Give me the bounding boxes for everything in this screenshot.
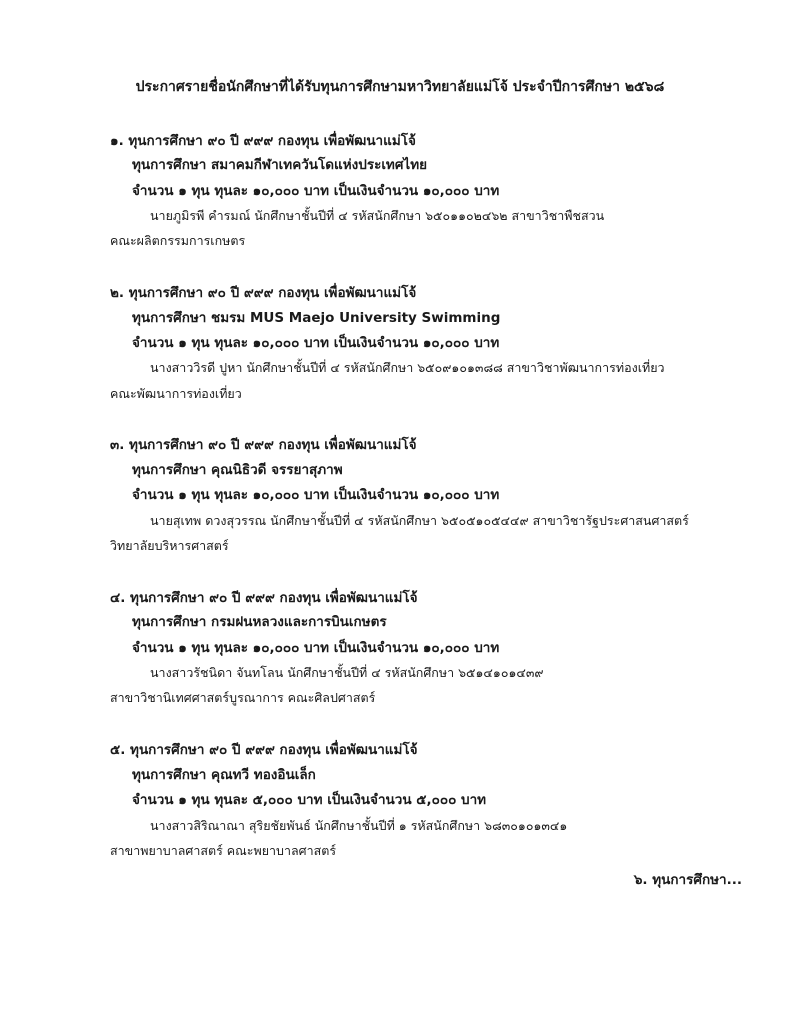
- scholarship-heading: ๑. ทุนการศึกษา ๙๐ ปี ๙๙๙ กองทุน เพื่อพัฒนาแม่โจ้: [110, 133, 416, 149]
- scholarship-fund: ทุนการศึกษา สมาคมกีฬาเทควันโดแห่งประเทศไทย: [132, 157, 428, 173]
- scholarship-faculty: สาขาวิชานิเทศศาสตร์บูรณาการ คณะศิลปศาสตร์: [110, 690, 376, 705]
- scholarship-heading: ๒. ทุนการศึกษา ๙๐ ปี ๙๙๙ กองทุน เพื่อพัฒนาแม่โจ้: [110, 285, 417, 301]
- scholarship-amount: จำนวน ๑ ทุน ทุนละ ๑๐,๐๐๐ บาท เป็นเงินจำนวน ๑๐,๐๐๐ บาท: [132, 183, 500, 199]
- scholarship-fund: ทุนการศึกษา คุณทวี ทองอินเล็ก: [132, 767, 316, 783]
- scholarship-amount: จำนวน ๑ ทุน ทุนละ ๑๐,๐๐๐ บาท เป็นเงินจำนวน ๑๐,๐๐๐ บาท: [132, 487, 500, 503]
- scholarship-fund: ทุนการศึกษา กรมฝนหลวงและการบินเกษตร: [132, 614, 387, 630]
- scholarship-recipient: นายสุเทพ ดวงสุวรรณ นักศึกษาชั้นปีที่ ๔ รหัสนักศึกษา ๖๕๐๕๑๐๕๔๔๙ สาขาวิชารัฐประศาสนศาสตร์: [150, 513, 689, 528]
- continuation-marker: ๖. ทุนการศึกษา...: [633, 872, 742, 888]
- scholarship-fund: ทุนการศึกษา ชมรม MUS Maejo University Swimming: [132, 310, 501, 326]
- scholarship-recipient: นางสาววิรดี ปูหา นักศึกษาชั้นปีที่ ๔ รหัสนักศึกษา ๖๕๐๙๑๐๑๓๘๘ สาขาวิชาพัฒนาการท่องเที่ยว: [150, 360, 665, 375]
- scholarship-faculty: คณะพัฒนาการท่องเที่ยว: [110, 386, 242, 401]
- scholarship-recipient: นางสาวรัชนิดา จันทโลน นักศึกษาชั้นปีที่ ๔ รหัสนักศึกษา ๖๕๑๔๑๐๑๔๓๙: [150, 665, 544, 680]
- scholarship-fund: ทุนการศึกษา คุณนิธิวดี จรรยาสุภาพ: [132, 462, 343, 478]
- scholarship-faculty: วิทยาลัยบริหารศาสตร์: [110, 538, 229, 553]
- scholarship-amount: จำนวน ๑ ทุน ทุนละ ๑๐,๐๐๐ บาท เป็นเงินจำนวน ๑๐,๐๐๐ บาท: [132, 640, 500, 656]
- scholarship-heading: ๔. ทุนการศึกษา ๙๐ ปี ๙๙๙ กองทุน เพื่อพัฒนาแม่โจ้: [110, 590, 418, 606]
- scholarship-amount: จำนวน ๑ ทุน ทุนละ ๕,๐๐๐ บาท เป็นเงินจำนวน ๕,๐๐๐ บาท: [132, 792, 487, 808]
- scholarship-recipient: นางสาวสิริณาณา สุริยชัยพันธ์ นักศึกษาชั้นปีที่ ๑ รหัสนักศึกษา ๖๘๓๐๑๐๑๓๔๑: [150, 818, 568, 833]
- scholarship-amount: จำนวน ๑ ทุน ทุนละ ๑๐,๐๐๐ บาท เป็นเงินจำนวน ๑๐,๐๐๐ บาท: [132, 335, 500, 351]
- scholarship-faculty: คณะผลิตกรรมการเกษตร: [110, 233, 246, 248]
- scholarship-recipient: นายภูมิรพี คำรมณ์ นักศึกษาชั้นปีที่ ๔ รหัสนักศึกษา ๖๕๐๑๑๐๒๔๖๒ สาขาวิชาพืชสวน: [150, 208, 605, 223]
- scholarship-faculty: สาขาพยาบาลศาสตร์ คณะพยาบาลศาสตร์: [110, 843, 337, 858]
- scholarship-heading: ๕. ทุนการศึกษา ๙๐ ปี ๙๙๙ กองทุน เพื่อพัฒนาแม่โจ้: [110, 742, 418, 758]
- document-title: ประกาศรายชื่อนักศึกษาที่ได้รับทุนการศึกษามหาวิทยาลัยแม่โจ้ ประจำปีการศึกษา ๒๕๖๘: [135, 79, 665, 95]
- scholarship-heading: ๓. ทุนการศึกษา ๙๐ ปี ๙๙๙ กองทุน เพื่อพัฒนาแม่โจ้: [110, 437, 417, 453]
